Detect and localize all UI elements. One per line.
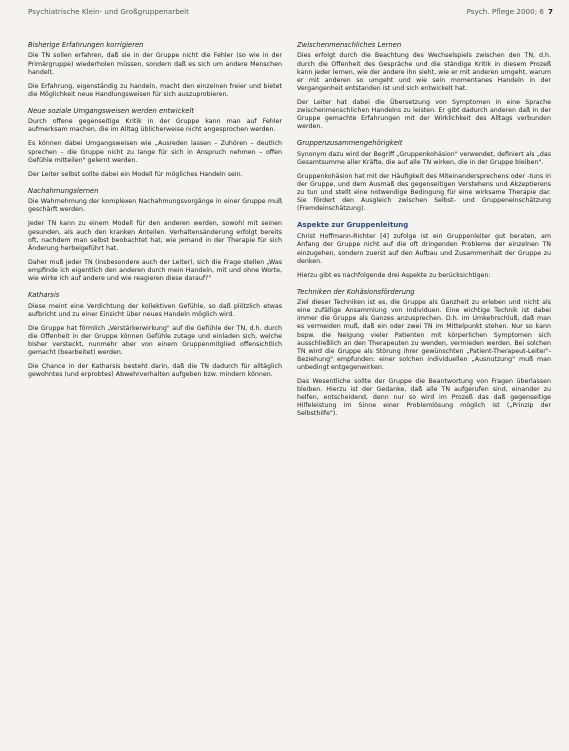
section xyxy=(28,187,282,283)
right-column xyxy=(297,38,551,425)
header-journal-info xyxy=(467,7,553,16)
paragraph: Dies erfolgt durch die Beachtung des Wechselspiels zwischen den TN, d.h. durch die Offenheit des Gespräche und die ständige Kritik in diesem Prozeß kann jeder lernen, wie der andere ihn sieht, wie er mit anderen umgeht, warum er mit anderen so umgeht und wie sein momentanes Handeln in der Vergangenheit entstanden ist und sich entwickelt hat. xyxy=(297,52,551,92)
paragraph: Jeder TN kann zu einem Modell für den anderen werden, sowohl mit seinen gesunden, als auch den kranken Anteilen. Verhaltensänderung erfolgt bereits oft, nachdem man selbst beobachtet hat, wie jemand in der Therapie für sich Änderung herbeigeführt hat. xyxy=(28,220,282,252)
paragraph: Es können dabei Umgangsweisen wie „Ausreden lassen – Zuhören – deutlich sprechen – die Gruppe nicht zu lange für sich in Anspruch nehmen – offen Gefühle mitteilen" gelernt werden. xyxy=(28,140,282,164)
section xyxy=(28,291,282,379)
section xyxy=(297,41,551,131)
left-column xyxy=(28,38,282,385)
section-heading: Aspekte zur Gruppenleitung xyxy=(297,221,409,230)
paragraph: Durch offene gegenseitige Kritik in der Gruppe kann man auf Fehler aufmerksam machen, die im Alltag üblicherweise nicht angesprochen werden. xyxy=(28,118,282,134)
section-heading: Zwischenmenschliches Lernen xyxy=(297,41,402,49)
paragraph: Die TN sollen erfahren, daß sie in der Gruppe nicht die Fehler (so wie in der Primärgruppe) wiederholen müssen, sondern daß es sich um andere Menschen handelt. xyxy=(28,52,282,76)
section-heading: Neue soziale Umgangsweisen werden entwickelt xyxy=(28,106,195,115)
paragraph: Hierzu gibt es nachfolgende drei Aspekte zu berücksichtigen: xyxy=(297,271,491,279)
section xyxy=(297,221,551,279)
page-number: 7 xyxy=(547,7,553,16)
section xyxy=(297,288,551,419)
paragraph: Daher muß jeder TN (insbesondere auch der Leiter), sich die Frage stellen „Was empfinde ich eigentlich den anderen durch mein Handeln, mit und ohne Worte, wie wirke ich auf andere und wie reagieren diese darauf?" xyxy=(28,258,282,282)
paragraph: Das Wesentliche sollte der Gruppe die Beantwortung von Fragen überlassen bleiben. Hierzu ist der Gedanke, daß alle TN aufgerufen sind, einander zu helfen, entscheidend, denn nur so wird im Prozeß das daß gegenseitige Hilfeleistung im Sinne einer Problemlösung möglich ist („Prinzip der Selbsthilfe"). xyxy=(297,378,551,418)
section-heading: Nachahmungslernen xyxy=(28,186,99,195)
paragraph: Diese meint eine Verdichtung der kollektiven Gefühle, so daß plötzlich etwas aufbricht und zu einer Einsicht über neues Handeln möglich wird. xyxy=(28,302,282,318)
paragraph: Der Leiter hat dabei die Übersetzung von Symptomen in eine Sprache zwischenmenschlichen Handelns zu leisten. Er gibt dadurch anderen daß in der Gruppe gemachte Erfahrungen mit der Wirklichkeit des Alltags verbunden werden. xyxy=(297,98,551,131)
paragraph: Ziel dieser Techniken ist es, die Gruppe als Ganzheit zu erleben und nicht als eine zufällige Ansammlung von Individuen. Eine wichtige Technik ist dabei immer die Gruppe als Ganzes anzusprechen. D.h. im Umkehrschluß, daß man es vermeiden muß, daß ein oder zwei TN im Mittelpunkt stehen. Nur so kann bspw. die Neigung vieler Patienten mit körperlichen Symptomen sich ausschließlich an den Therapeuten zu wenden, vermieden werden. Bei solchen TN wird die Gruppe als Störung ihrer gewünschten „Patient-Therapeut-Leiter"-Beziehung" empfunden: einer solchen individuellen „Ausnutzung" muß man unbedingt entgegenwirken. xyxy=(297,299,551,371)
section-heading: Gruppenzusammengehörigkeit xyxy=(297,139,403,148)
section-heading: Techniken der Kohäsionsförderung xyxy=(297,287,415,296)
paragraph: Synonym dazu wird der Begriff „Gruppenkohäsion" verwendet, definiert als „das Gesamtsumme aller Kräfte, die auf alle TN wirken, die in der Gruppe bleiben". xyxy=(297,150,551,166)
running-header xyxy=(28,4,553,18)
header-title: Psychiatrische Klein- und Großgruppenarbeit xyxy=(28,7,189,16)
header-journal: Psych. Pflege 2000; 6 xyxy=(466,7,544,16)
section xyxy=(28,107,282,179)
section xyxy=(297,139,551,213)
paragraph: Christ Hoffmann-Richter [4] zufolge ist ein Gruppenleiter gut beraten, am Anfang der Gruppe nicht auf die oft dringenden Probleme der einzelnen TN einzugehen, sondern zuerst auf den Aufbau und Zusammenhalt der Gruppe zu denken. xyxy=(297,233,551,265)
section-heading: Katharsis xyxy=(28,291,60,300)
paragraph: Gruppenkohäsion hat mit der Häufigkeit des Miteinandersprechens oder -tuns in der Gruppe, und dem Ausmaß des gegenseitigen Verstehens und Akzeptierens zu tun und stellt eine notwendige Bedingung für eine wirksame Therapie dar. Sie fördert den Ausgleich zwischen Selbst- und Gruppeneinschätzung (Fremdeinschätzung). xyxy=(297,172,551,213)
paragraph: Die Wahrnehmung der komplexen Nachahmungsvorgänge in einer Gruppe muß geschärft werden. xyxy=(28,198,282,214)
paragraph: Der Leiter selbst sollte dabei ein Modell für mögliches Handeln sein. xyxy=(28,170,243,178)
paragraph: Die Erfahrung, eigenständig zu handeln, macht den einzelnen freier und bietet die Möglichkeit neue Handlungsweisen für sich auszuprobieren. xyxy=(28,82,282,98)
paragraph: Die Gruppe hat förmlich „Verstärkerwirkung" auf die Gefühle der TN, d.h. durch die Offenheit in der Gruppe können Gefühle zutage und einladen sich, welche bisher versteckt, nunmehr aber von einem Gruppenmitglied offensichtlich gemacht (bearbeitet) werden. xyxy=(28,324,282,356)
section-heading: Bisherige Erfahrungen korrigieren xyxy=(28,41,144,49)
paragraph: Die Chance in der Katharsis besteht darin, daß die TN dadurch für alltäglich gewohntes (und erprobtes) Abwehrverhalten aufgeben bzw. mindern können. xyxy=(28,363,282,379)
section xyxy=(28,41,282,99)
